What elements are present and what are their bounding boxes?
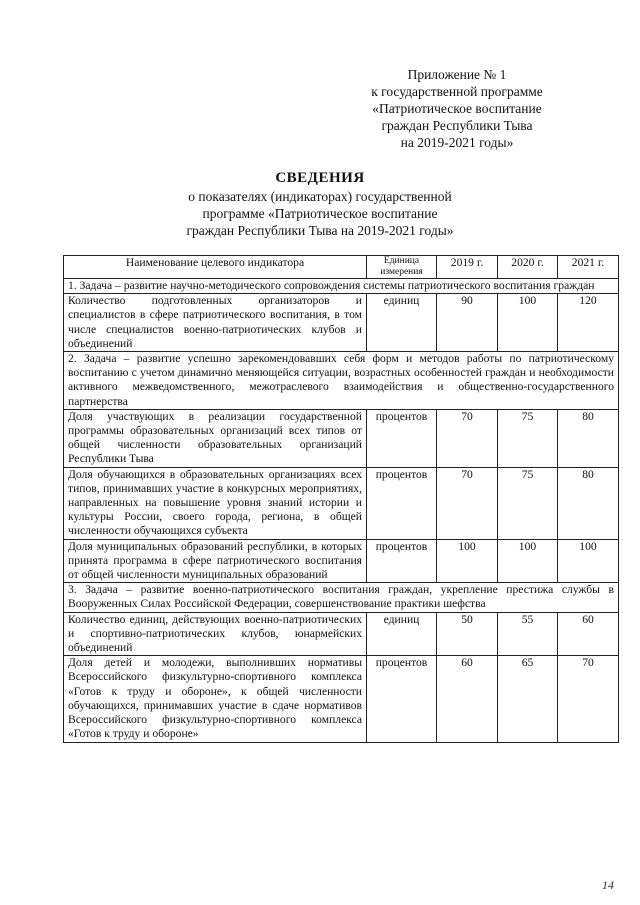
table-header-row — [64, 256, 619, 279]
value-2019: 70 — [437, 467, 498, 539]
value-2019: 100 — [437, 539, 498, 583]
indicators-table — [63, 255, 619, 743]
appendix-line: к государственной программе — [371, 84, 543, 99]
header-name: Наименование целевого индикатора — [64, 256, 367, 279]
document-subtitle — [140, 188, 500, 239]
appendix-header — [332, 66, 582, 151]
task-1: 1. Задача – развитие научно-методического сопровождения системы патриотического воспитания граждан — [64, 279, 619, 294]
indicator-unit: процентов — [367, 656, 437, 742]
indicator-name: Количество единиц, действующих военно-патриотических и спортивно-патриотических клубов, юнармейских объединений — [64, 612, 367, 656]
value-2020: 75 — [498, 467, 558, 539]
task-3: 3. Задача – развитие военно-патриотического воспитания граждан, укрепление престижа службы в Вооруженных Силах Российской Федерации, совершенствование практики шефства — [64, 583, 619, 612]
indicator-unit: процентов — [367, 467, 437, 539]
value-2021: 70 — [558, 656, 619, 742]
task-2: 2. Задача – развитие успешно зарекомендовавших себя форм и методов работы по патриотическому воспитанию с учетом динамично меняющейся ситуации, возрастных особенностей граждан и необходимости активного межведомственного, межотраслевого взаимодействия и общественно-государственного партнерства — [64, 352, 619, 410]
header-2021: 2021 г. — [558, 256, 619, 279]
value-2019: 90 — [437, 294, 498, 352]
task-row — [64, 279, 619, 294]
indicator-name: Количество подготовленных организаторов и специалистов в сфере патриотического воспитания, в том числе специалистов военно-патриотических клубов и объединений — [64, 294, 367, 352]
page-number: 14 — [602, 878, 614, 892]
appendix-line: Приложение № 1 — [407, 67, 507, 82]
value-2021: 120 — [558, 294, 619, 352]
subtitle-line: программе «Патриотическое воспитание — [202, 206, 438, 221]
indicator-name: Доля участвующих в реализации государственной программы образовательных организаций всех типов от общей численности образовательных организаций Республики Тыва — [64, 409, 367, 467]
indicator-unit: процентов — [367, 539, 437, 583]
subtitle-line: о показателях (индикаторах) государственной — [188, 189, 452, 204]
document-title: СВЕДЕНИЯ — [275, 170, 365, 186]
task-row — [64, 352, 619, 410]
value-2020: 75 — [498, 409, 558, 467]
indicator-unit: единиц — [367, 294, 437, 352]
subtitle-line: граждан Республики Тыва на 2019-2021 годы» — [186, 223, 454, 238]
header-unit: Единица измерения — [367, 256, 437, 279]
appendix-line: на 2019-2021 годы» — [400, 135, 514, 150]
table-row — [64, 409, 619, 467]
task-row — [64, 583, 619, 612]
value-2019: 50 — [437, 612, 498, 656]
header-2020: 2020 г. — [498, 256, 558, 279]
value-2019: 60 — [437, 656, 498, 742]
value-2021: 60 — [558, 612, 619, 656]
table-row — [64, 612, 619, 656]
indicator-unit: единиц — [367, 612, 437, 656]
indicator-name: Доля муниципальных образований республики, в которых принята программа в сфере патриотического воспитания от общей численности муниципальных образований — [64, 539, 367, 583]
value-2021: 80 — [558, 467, 619, 539]
indicator-unit: процентов — [367, 409, 437, 467]
value-2020: 100 — [498, 539, 558, 583]
value-2021: 80 — [558, 409, 619, 467]
value-2019: 70 — [437, 409, 498, 467]
table-row — [64, 539, 619, 583]
indicator-name: Доля обучающихся в образовательных организациях всех типов, принимавших участие в конкурсных мероприятиях, направленных на повышение уровня знаний истории и культуры России, своего города, региона, в общей численности обучающихся субъекта — [64, 467, 367, 539]
value-2020: 65 — [498, 656, 558, 742]
table-row — [64, 294, 619, 352]
value-2020: 55 — [498, 612, 558, 656]
appendix-line: «Патриотическое воспитание — [372, 101, 542, 116]
appendix-line: граждан Республики Тыва — [381, 118, 533, 133]
header-2019: 2019 г. — [437, 256, 498, 279]
table-row — [64, 467, 619, 539]
value-2021: 100 — [558, 539, 619, 583]
table-row — [64, 656, 619, 742]
value-2020: 100 — [498, 294, 558, 352]
indicator-name: Доля детей и молодежи, выполнивших нормативы Всероссийского физкультурно-спортивного комплекса «Готов к труду и обороне», к общей численности обучающихся, принимавших участие в сдаче нормативов Всероссийского физкультурно-спортивного комплекса «Готов к труду и обороне» — [64, 656, 367, 742]
